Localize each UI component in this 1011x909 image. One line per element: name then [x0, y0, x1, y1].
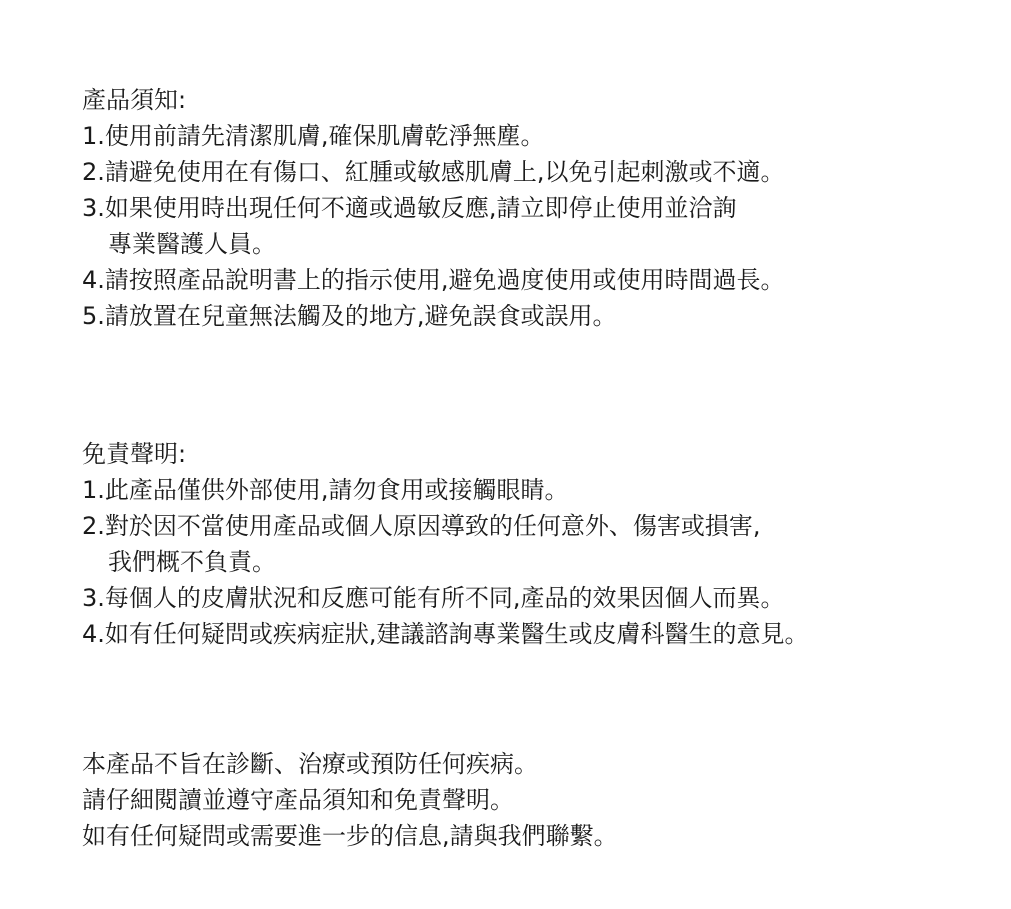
closing-line-3: 如有任何疑問或需要進一步的信息,請與我們聯繫。	[82, 822, 618, 850]
notice-item-3-continued: 專業醫護人員。	[108, 230, 276, 258]
product-notice-section	[82, 82, 1002, 334]
notice-item-2: 2.請避免使用在有傷口、紅腫或敏感肌膚上,以免引起刺激或不適。	[82, 158, 785, 186]
closing-line-2: 請仔細閱讀並遵守產品須知和免責聲明。	[82, 786, 514, 814]
notice-item-3: 3.如果使用時出現任何不適或過敏反應,請立即停止使用並洽詢	[82, 194, 737, 222]
disclaimer-item-2-continued: 我們概不負責。	[108, 548, 276, 576]
closing-line-1: 本產品不旨在診斷、治療或預防任何疾病。	[82, 750, 538, 778]
disclaimer-item-4: 4.如有任何疑問或疾病症狀,建議諮詢專業醫生或皮膚科醫生的意見。	[82, 620, 809, 648]
notice-item-5: 5.請放置在兒童無法觸及的地方,避免誤食或誤用。	[82, 302, 617, 330]
product-notice-heading: 產品須知:	[82, 86, 187, 114]
disclaimer-heading: 免責聲明:	[82, 440, 187, 468]
disclaimer-item-2: 2.對於因不當使用產品或個人原因導致的任何意外、傷害或損害,	[82, 512, 761, 540]
disclaimer-section	[82, 436, 1002, 652]
closing-statement-section	[82, 746, 1002, 854]
disclaimer-item-3: 3.每個人的皮膚狀況和反應可能有所不同,產品的效果因個人而異。	[82, 584, 785, 612]
notice-item-1: 1.使用前請先清潔肌膚,確保肌膚乾淨無塵。	[82, 122, 545, 150]
disclaimer-item-1: 1.此產品僅供外部使用,請勿食用或接觸眼睛。	[82, 476, 569, 504]
notice-item-4: 4.請按照產品說明書上的指示使用,避免過度使用或使用時間過長。	[82, 266, 785, 294]
